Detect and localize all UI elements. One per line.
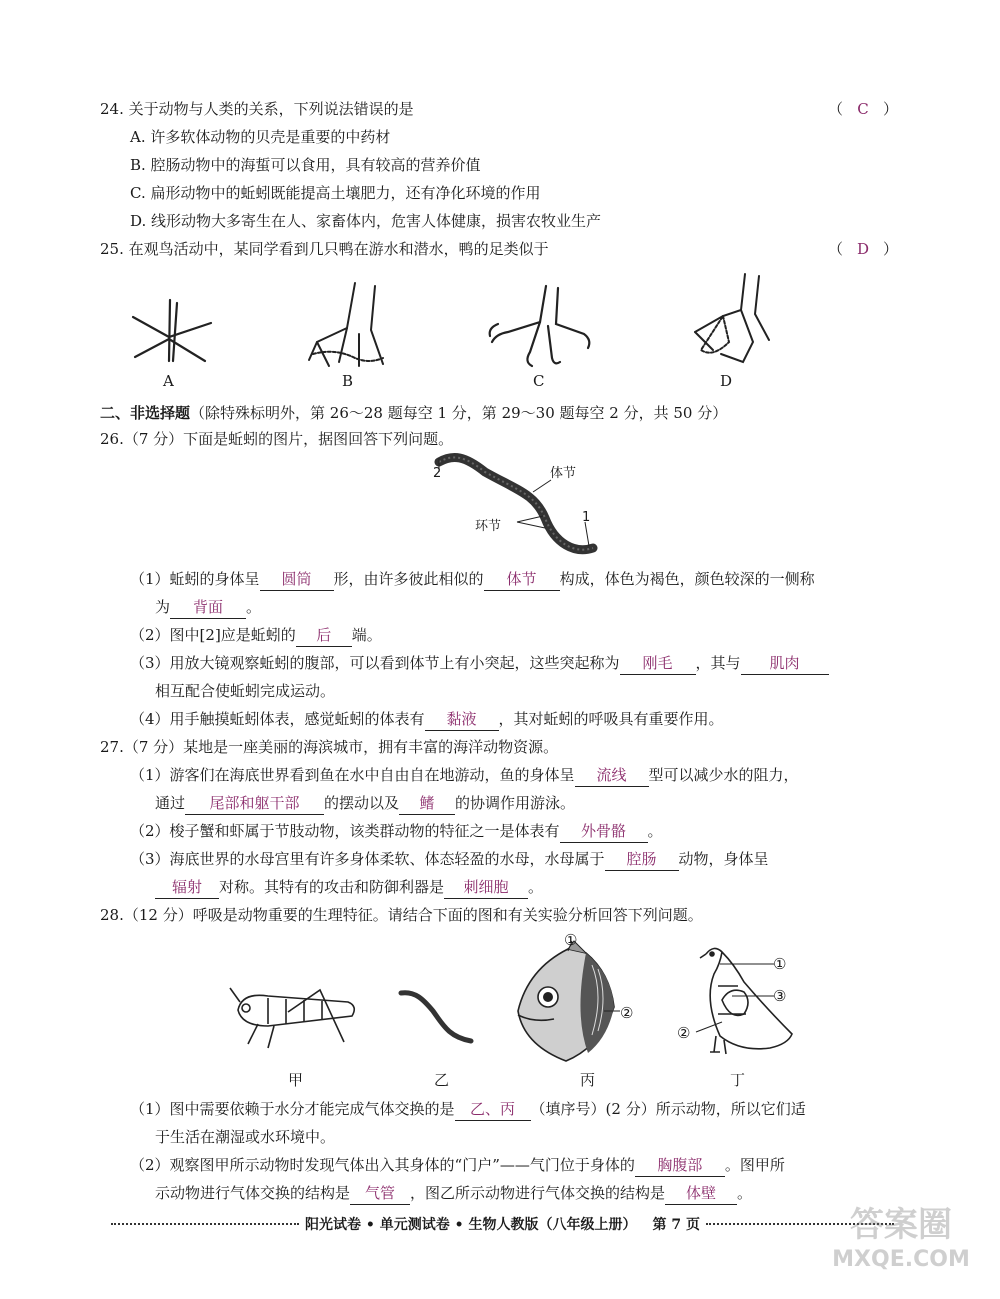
q26-part3: （3）用放大镜观察蚯蚓的腹部，可以看到体节上有小突起，这些突起称为 刚毛 ，其与 肌肉 [130, 652, 829, 675]
q26-part4: （4）用手触摸蚯蚓体表，感觉蚯蚓的体表有 黏液 ，其对蚯蚓的呼吸具有重要作用。 [130, 708, 724, 731]
earthworm-label-tijie: 体节 [550, 466, 577, 481]
bird-foot-a-figure [125, 295, 215, 367]
fig-label-jia: 甲 [288, 1071, 304, 1089]
pigeon-mark-2: ② [677, 1024, 691, 1042]
q26-answer-1: 圆筒 [260, 568, 334, 591]
pigeon-mark-1: ① [773, 955, 787, 973]
q24-answer-paren: （ C ） [828, 100, 899, 118]
q26-answer-3: 背面 [170, 596, 246, 619]
q26-stem: 26.（7 分）下面是蚯蚓的图片，据图回答下列问题。 [100, 430, 454, 448]
q26-part2: （2）图中[2]应是蚯蚓的 后 端。 [130, 624, 382, 647]
fig-label-yi: 乙 [434, 1071, 450, 1089]
q27-answer-4: 外骨骼 [560, 820, 648, 843]
q27-answer-1: 流线 [575, 764, 649, 787]
q27-answer-2: 尾部和躯干部 [185, 792, 324, 815]
q27-answer-6: 辐射 [155, 876, 219, 899]
q26-answer-7: 黏液 [425, 708, 499, 731]
section-title: 二、非选择题 [100, 404, 191, 422]
q28-answer-2: 胸腹部 [635, 1154, 725, 1177]
bird-foot-label-c: C [533, 372, 545, 390]
q26-answer-2: 体节 [484, 568, 560, 591]
pigeon-mark-3: ③ [773, 987, 787, 1005]
q26-part1: （1）蚯蚓的身体呈 圆筒 形，由许多彼此相似的 体节 构成，体色为褐色，颜色较深的一侧称 [130, 568, 815, 591]
section-heading [100, 402, 727, 424]
q27-part3-cont: 辐射 对称。其特有的攻击和防御利器是 刺细胞 。 [155, 876, 543, 899]
q27-answer-7: 刺细胞 [444, 876, 528, 899]
q27-stem: 27.（7 分）某地是一座美丽的海滨城市，拥有丰富的海洋动物资源。 [100, 738, 559, 756]
q27-part1: （1）游客们在海底世界看到鱼在水中自由自在地游动，鱼的身体呈 流线 型可以减少水的阻力， [130, 764, 799, 787]
fish-mark-2: ② [620, 1004, 634, 1022]
q25-answer: D [857, 240, 870, 258]
q26-answer-5: 刚毛 [620, 652, 696, 675]
earthworm-figure [425, 450, 605, 570]
q26-answer-6: 肌肉 [741, 652, 829, 675]
q24-stem: 24. 关于动物与人类的关系，下列说法错误的是 [100, 100, 414, 118]
q24-option-b: B. 腔肠动物中的海蜇可以食用，具有较高的营养价值 [130, 156, 481, 174]
q28-part1-cont: 于生活在潮湿或水环境中。 [155, 1128, 336, 1146]
earthworm-label-1: 1 [582, 510, 591, 525]
q24-answer: C [857, 100, 869, 118]
fish-head-figure [508, 935, 633, 1065]
fish-mark-1: ① [564, 931, 578, 949]
q26-part3-cont: 相互配合使蚯蚓完成运动。 [155, 682, 336, 700]
earthworm-small-figure [395, 985, 480, 1050]
page-footer [105, 1214, 900, 1234]
bird-foot-b-figure [295, 278, 405, 370]
bird-foot-label-a: A [163, 372, 174, 390]
earthworm-label-huanjie: 环节 [475, 519, 502, 534]
q27-answer-3: 鳍 [399, 792, 455, 815]
q26-answer-4: 后 [296, 624, 352, 647]
q27-part3: （3）海底世界的水母宫里有许多身体柔软、体态轻盈的水母，水母属于 腔肠 动物，身体呈 [130, 848, 769, 871]
fig-label-bing: 丙 [580, 1071, 596, 1089]
footer-title: 阳光试卷 • 单元测试卷 • 生物人教版（八年级上册） [305, 1217, 637, 1233]
bird-foot-d-figure [683, 270, 783, 370]
q28-part1: （1）图中需要依赖于水分才能完成气体交换的是 乙、丙 （填序号）(2 分）所示动物，所以它们适 [130, 1098, 806, 1121]
q27-answer-5: 腔肠 [605, 848, 679, 871]
page-number: 第 7 页 [652, 1217, 700, 1233]
earthworm-label-2: 2 [433, 466, 442, 481]
q26-part1-cont: 为 背面 。 [155, 596, 261, 619]
grasshopper-figure [228, 982, 363, 1057]
q28-stem: 28.（12 分）呼吸是动物重要的生理特征。请结合下面的图和有关实验分析回答下列问题。 [100, 906, 703, 924]
q24-option-c: C. 扁形动物中的蚯蚓既能提高土壤肥力，还有净化环境的作用 [130, 184, 541, 202]
q24-option-d: D. 线形动物大多寄生在人、家畜体内，危害人体健康，损害农牧业生产 [130, 212, 602, 230]
q25-answer-paren: （ D ） [828, 240, 899, 258]
q28-answer-1: 乙、丙 [455, 1098, 531, 1121]
q24-option-a: A. 许多软体动物的贝壳是重要的中药材 [130, 128, 391, 146]
q27-part1-cont: 通过 尾部和躯干部 的摆动以及 鳍 的协调作用游泳。 [155, 792, 575, 815]
fig-label-ding: 丁 [730, 1071, 746, 1089]
q28-part2: （2）观察图甲所示动物时发现气体出入其身体的“门户”——气门位于身体的 胸腹部 。图甲所 [130, 1154, 785, 1177]
q28-part2-cont: 示动物进行气体交换的结构是 气管 ，图乙所示动物进行气体交换的结构是 体壁 。 [155, 1182, 752, 1205]
q28-answer-4: 体壁 [665, 1182, 737, 1205]
bird-foot-label-d: D [720, 372, 733, 390]
section-note: （除特殊标明外，第 26～28 题每空 1 分，第 29～30 题每空 2 分，共 50 分） [190, 404, 728, 422]
q28-answer-3: 气管 [350, 1182, 410, 1205]
bird-foot-c-figure [478, 282, 598, 372]
watermark-logo: 答案圈 MXQE.COM [832, 1205, 970, 1272]
bird-foot-label-b: B [342, 372, 354, 390]
q25-stem: 25. 在观鸟活动中，某同学看到几只鸭在游水和潜水，鸭的足类似于 [100, 240, 549, 258]
q27-part2: （2）梭子蟹和虾属于节肢动物，该类群动物的特征之一是体表有 外骨骼 。 [130, 820, 663, 843]
